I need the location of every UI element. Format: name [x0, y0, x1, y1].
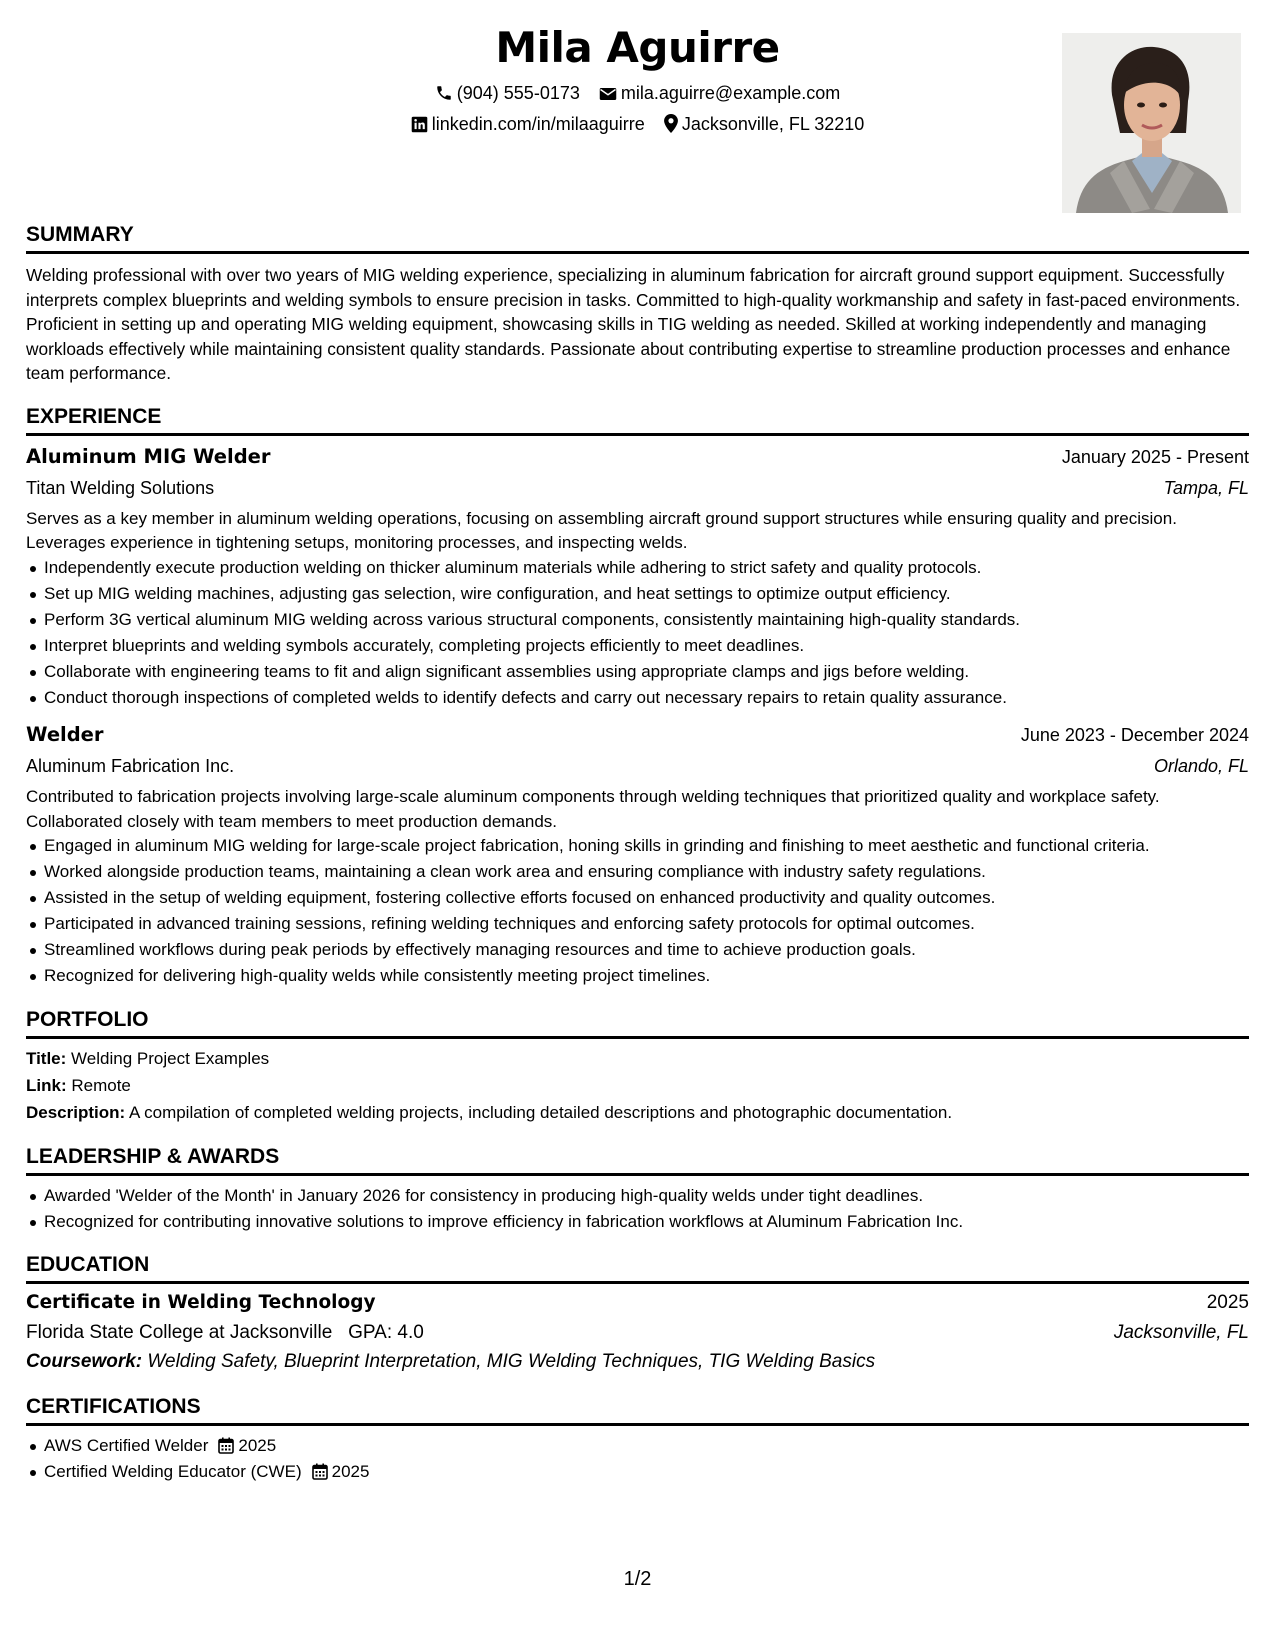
list-item: [26, 1460, 1249, 1485]
portfolio-description-label: Description:: [26, 1102, 126, 1122]
certification-name: Certified Welding Educator (CWE): [44, 1462, 302, 1482]
experience-section: [26, 404, 1249, 989]
calendar-icon: [312, 1463, 328, 1480]
awards-list: [26, 1184, 1249, 1235]
job-title: Aluminum MIG Welder: [26, 444, 271, 468]
education-degree: Certificate in Welding Technology: [26, 1292, 376, 1314]
list-item: Independently execute production welding on thicker aluminum materials while adhering to strict safety and quality protocols.: [26, 556, 1249, 581]
email-address: mila.aguirre@example.com: [620, 83, 841, 103]
portfolio-heading: PORTFOLIO: [26, 1007, 1249, 1039]
certification-name: AWS Certified Welder: [44, 1436, 209, 1456]
list-item: Worked alongside production teams, maintaining a clean work area and ensuring compliance with industry safety regulations.: [26, 860, 1249, 885]
job-description: Serves as a key member in aluminum welding operations, focusing on assembling aircraft ground support structures while ensuring quality and precision. Leverages experience in tightening setups, monitoring processes, and inspecting welds.: [26, 508, 1177, 553]
portfolio-title-row: [26, 1045, 1249, 1072]
certifications-heading: CERTIFICATIONS: [26, 1394, 1249, 1426]
education-school: Florida State College at Jacksonville: [26, 1322, 333, 1344]
certifications-list: [26, 1434, 1249, 1485]
job-description: Contributed to fabrication projects involving large-scale aluminum components through welding techniques that prioritized quality and workplace safety. Collaborated closely with team members to meet production demands.: [26, 787, 1160, 831]
job-dates: January 2025 - Present: [1061, 446, 1249, 467]
job-entry: [26, 720, 1249, 989]
phone-contact[interactable]: [435, 81, 580, 105]
calendar-icon: [218, 1437, 234, 1454]
list-item: Assisted in the setup of welding equipment, fostering collective efforts focused on enhanced productivity and quality outcomes.: [26, 886, 1249, 911]
coursework-label: Coursework:: [26, 1351, 143, 1373]
education-section: [26, 1252, 1249, 1376]
list-item: Recognized for contributing innovative solutions to improve efficiency in fabrication workflows at Aluminum Fabrication Inc.: [26, 1210, 1249, 1235]
awards-section: [26, 1144, 1249, 1235]
list-item: Collaborate with engineering teams to fit and align significant assemblies using appropriate clamps and jigs before welding.: [26, 660, 1249, 685]
coursework-value: Welding Safety, Blueprint Interpretation, MIG Welding Techniques, TIG Welding Basics: [147, 1351, 876, 1373]
map-pin-icon: [664, 114, 678, 133]
list-item: [26, 1434, 1249, 1459]
page-number: 1/2: [623, 1568, 652, 1590]
summary-section: [26, 222, 1249, 386]
candidate-name: Mila Aguirre: [495, 23, 780, 72]
certifications-section: [26, 1394, 1249, 1485]
portfolio-link-row: [26, 1072, 1249, 1099]
certification-year: 2025: [238, 1436, 277, 1456]
location-text: Jacksonville, FL 32210: [681, 114, 865, 134]
job-company: Aluminum Fabrication Inc.: [26, 756, 235, 777]
summary-text: Welding professional with over two years of MIG welding experience, specializing in aluminum fabrication for aircraft ground support equipment. Successfully interprets complex blueprints and welding symbols to ensure precision in tasks. Committed to high-quality workmanship and safety in fast-paced environments. Proficient in setting up and operating MIG welding equipment, showcasing skills in TIG welding as needed. Skilled at working independently and managing workloads effectively while maintaining consistent quality standards. Passionate about contributing expertise to streamline production processes and enhance team performance.: [26, 265, 1241, 384]
location-contact: [664, 112, 864, 136]
list-item: Set up MIG welding machines, adjusting gas selection, wire configuration, and heat settings to optimize output efficiency.: [26, 582, 1249, 607]
list-item: Engaged in aluminum MIG welding for large-scale project fabrication, honing skills in grinding and finishing to meet aesthetic and functional criteria.: [26, 834, 1249, 859]
profile-photo: [1062, 33, 1241, 213]
list-item: Interpret blueprints and welding symbols accurately, completing projects efficiently to meet deadlines.: [26, 634, 1249, 659]
job-title: Welder: [26, 723, 104, 747]
portfolio-link-value[interactable]: Remote: [71, 1075, 131, 1095]
job-location: Tampa, FL: [1163, 477, 1249, 498]
list-item: Streamlined workflows during peak periods by effectively managing resources and time to achieve production goals.: [26, 938, 1249, 963]
list-item: Recognized for delivering high-quality welds while consistently meeting project timelines.: [26, 964, 1249, 989]
list-item: Participated in advanced training sessions, refining welding techniques and enforcing safety protocols for optimal outcomes.: [26, 912, 1249, 937]
summary-heading: SUMMARY: [26, 222, 1249, 254]
job-entry: [26, 442, 1249, 711]
portfolio-link-label: Link:: [26, 1075, 67, 1095]
linkedin-icon: [411, 116, 428, 133]
linkedin-contact[interactable]: [411, 112, 645, 136]
linkedin-url: linkedin.com/in/milaaguirre: [431, 114, 645, 134]
job-location: Orlando, FL: [1153, 756, 1249, 777]
education-entry: [26, 1288, 1249, 1376]
job-bullets: [26, 556, 1249, 711]
resume-header: [26, 0, 1249, 222]
certification-year: 2025: [331, 1462, 370, 1482]
education-year: 2025: [1206, 1292, 1249, 1314]
education-coursework: [26, 1347, 1249, 1376]
envelope-icon: [599, 86, 617, 102]
list-item: Perform 3G vertical aluminum MIG welding across various structural components, consistently maintaining high-quality standards.: [26, 608, 1249, 633]
email-contact[interactable]: [599, 81, 840, 105]
list-item: Conduct thorough inspections of completed welds to identify defects and carry out necessary repairs to retain quality assurance.: [26, 686, 1249, 711]
education-gpa: GPA: 4.0: [348, 1322, 424, 1344]
resume-page: [26, 0, 1249, 1486]
portfolio-title-value: Welding Project Examples: [71, 1048, 270, 1068]
portfolio-description-value: A compilation of completed welding projects, including detailed descriptions and photographic documentation.: [128, 1102, 953, 1122]
job-dates: June 2023 - December 2024: [1020, 725, 1249, 746]
education-location: Jacksonville, FL: [1113, 1322, 1249, 1344]
phone-icon: [435, 84, 453, 102]
phone-number: (904) 555-0173: [456, 83, 580, 103]
experience-heading: EXPERIENCE: [26, 404, 1249, 436]
awards-heading: LEADERSHIP & AWARDS: [26, 1144, 1249, 1176]
portfolio-description-row: [26, 1099, 1249, 1126]
education-heading: EDUCATION: [26, 1252, 1249, 1284]
job-bullets: [26, 834, 1249, 989]
portfolio-title-label: Title:: [26, 1048, 67, 1068]
list-item: Awarded 'Welder of the Month' in January 2026 for consistency in producing high-quality welds under tight deadlines.: [26, 1184, 1249, 1209]
portfolio-section: [26, 1007, 1249, 1126]
job-company: Titan Welding Solutions: [26, 477, 215, 498]
